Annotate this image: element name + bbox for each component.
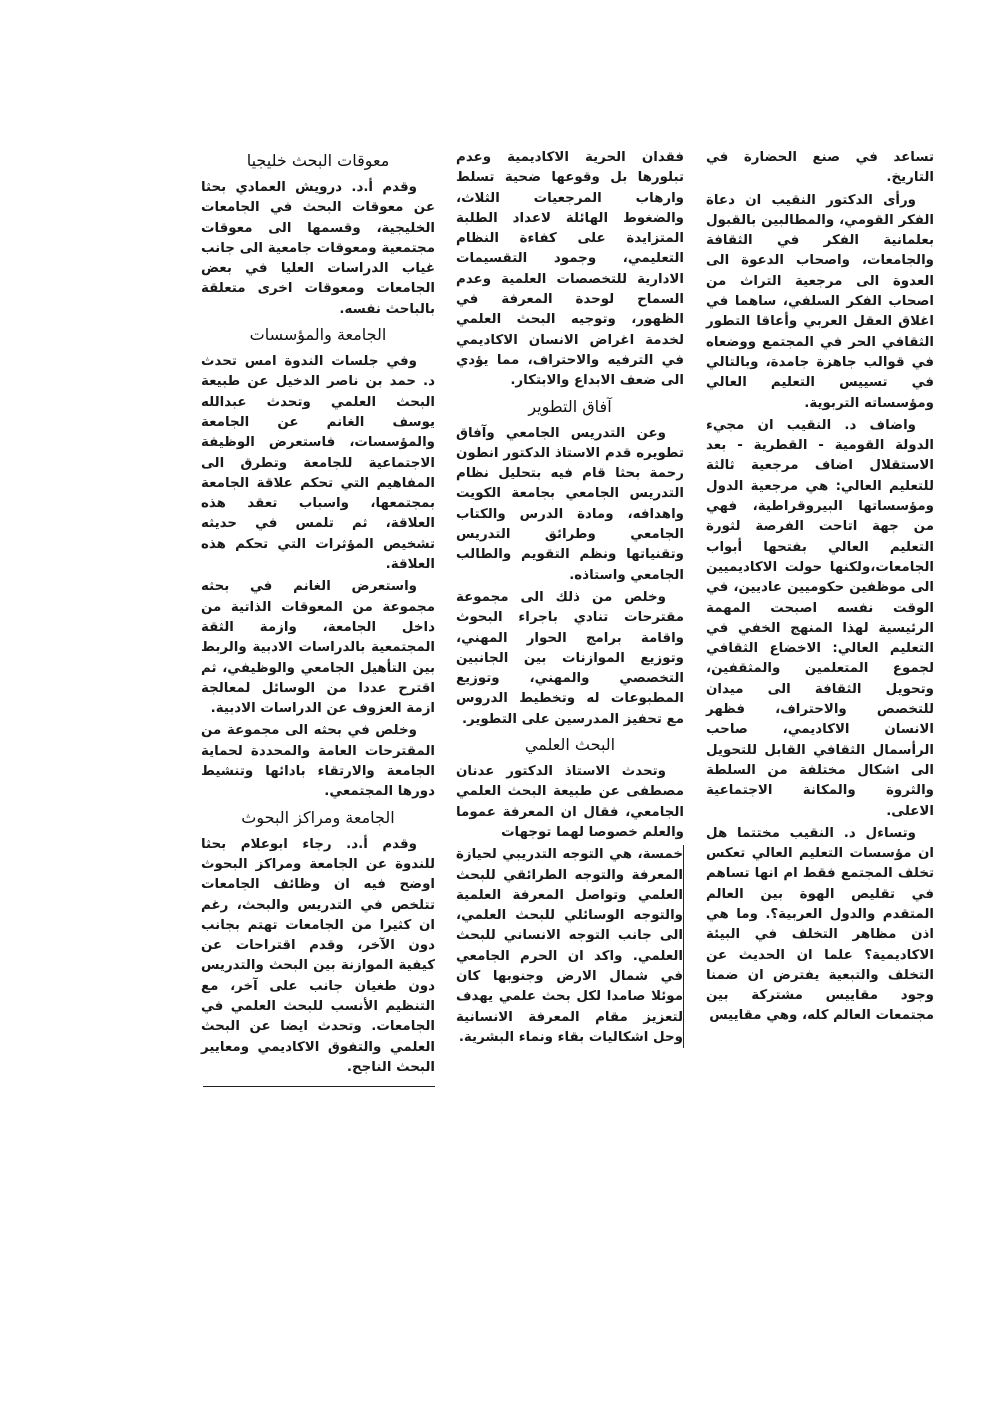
article-paragraph: وخلص في بحثه الى مجموعة من المقترحات العامة والمحددة لحماية الجامعة والارتقاء بادائها وتنشيط دورها المجتمعي. <box>201 723 435 800</box>
article-paragraph: وتساءل د. النقيب مختتما هل ان مؤسسات التعليم العالي تعكس تخلف المجتمع فقط ام انها تساهم في تقليص الهوة بين العالم المتقدم والدول العربية؟. وما هي اذن مظاهر التخلف في البيئة الاكاديمية؟ علما ان الحديث عن التخلف والتبعية يفترض ان ضمنا وجود مقاييس مشتركة بين مجتمعات العالم كله، وهي مقاييس <box>706 825 934 1024</box>
article-paragraph: خمسة، هي التوجه التدريبي لحيازة المعرفة والتوجه الطرائقي للبحث العلمي وتواصل المعرفة العلمية والتوجه الوسائلي للبحث العلمي، الى جانب التوجه الانساني للبحث العلمي. واكد ان الحرم الجامعي في شمال الارض وجنوبها كان موئلا صامدا لكل بحث علمي يهدف لتعزيز مقام المعرفة الانسانية وحل اشكاليات بقاء ونماء البشرية. <box>456 847 683 1045</box>
article-paragraph: ورأى الدكتور النقيب ان دعاة الفكر القومي، والمطالبين بالقبول بعلمانية الفكر في الثقافة والجامعات، واصحاب الدعوة الى العدوة الى مرجعية التراث من اصحاب الفكر السلفي، ساهما في اغلاق العقل العربي وأعاقا التطور الثقافي الحر في المجتمع ووضعاه في قوالب جاهزة جامدة، وبالتالي في تسييس التعليم العالي ومؤسساته التربوية. <box>706 192 934 411</box>
end-rule <box>203 1086 435 1087</box>
article-column-middle-left <box>201 148 435 1087</box>
continued-text-block <box>456 845 684 1048</box>
article-column-right <box>706 148 934 1029</box>
section-heading-research: البحث العلمي <box>524 735 616 755</box>
section-heading-obstacles: معوقات البحث خليجيا <box>246 151 390 170</box>
article-paragraph: وعن التدريس الجامعي وآفاق تطويره قدم الاستاذ الدكتور انطون رحمة بحثا قام فيه بتحليل نظام التدريس الجامعي بجامعة الكويت واهدافه، ومادة الدرس والكتاب الجامعي وطرائق التدريس وتقنياتها ونظم التقويم والطالب الجامعي واستاذه. <box>456 425 684 583</box>
section-heading-afaq: آفاق التطوير <box>528 396 612 416</box>
article-column-middle-right <box>456 148 684 1050</box>
article-paragraph: واستعرض الغانم في بحثه مجموعة من المعوقات الذاتية من داخل الجامعة، وازمة الثقة المجتمعية بالدراسات الادبية والربط بين التأهيل الجامعي والوظيفي، ثم اقترح عددا من الوسائل لمعالجة ازمة العزوف عن الدراسات الادبية. <box>201 579 435 717</box>
article-paragraph: وقدم أ.د. رجاء ابوعلام بحثا للندوة عن الجامعة ومراكز البحوث اوضح فيه ان وظائف الجامعات تتلخص في التدريس والبحث، رغم ان كثيرا من الجامعات تهتم بجانب دون الآخر، وقدم اقتراحات عن كيفية الموازنة بين البحث والتدريس دون طغيان جانب على آخر، مع التنظيم الأنسب للبحث العلمي في الجامعات. وتحدث ايضا عن البحث العلمي والتفوق الاكاديمي ومعايير البحث الناجح. <box>201 836 435 1075</box>
article-paragraph: فقدان الحرية الاكاديمية وعدم تبلورها بل وقوعها ضحية تسلط وارهاب المرجعيات الثلاث، والضغوط الهائلة لاعداد الطلبة المتزايدة على كفاءة النظام التعليمي، وجمود التقسيمات الادارية للتخصصات العلمية وعدم السماح لوحدة المعرفة في الظهور، وتوجيه البحث العلمي لخدمة اغراض الانسان الاكاديمي في الترفيه والاحتراف، مما يؤدي الى ضعف الابداع والابتكار. <box>456 150 684 389</box>
article-paragraph: وتحدث الاستاذ الدكتور عدنان مصطفى عن طبيعة البحث العلمي الجامعي، فقال ان المعرفة عموما والعلم خصوصا لهما توجهات <box>456 764 684 840</box>
article-paragraph: وقدم أ.د. درويش العمادي بحثا عن معوقات البحث في الجامعات الخليجية، وقسمها الى معوقات مجتمعية ومعوقات جامعية الى جانب غياب الدراسات العليا في بعض الجامعات ومعوقات اخرى متعلقة بالباحث نفسه. <box>201 180 435 317</box>
section-heading-university: الجامعة والمؤسسات <box>249 325 387 345</box>
article-paragraph: وفي جلسات الندوة امس تحدث د. حمد بن ناصر الدخيل عن طبيعة البحث العلمي وتحدث عبدالله يوسف الغانم عن الجامعة والمؤسسات، فاستعرض الوظيفة الاجتماعية للجامعة وتطرق الى المفاهيم التي تحكم علاقة الجامعة بمجتمعها، واسباب تعقد هذه العلاقة، ثم تلمس في حديثه تشخيص المؤثرات التي تحكم هذه العلاقة. <box>201 354 435 573</box>
article-paragraph: تساعد في صنع الحضارة في التاريخ. <box>706 150 934 186</box>
article-paragraph: واضاف د. النقيب ان مجيء الدولة القومية - القطرية - بعد الاستقلال اضاف مرجعية ثالثة للتعليم العالي: هي مرجعية الدول ومؤسساتها البيروقراطية، فهي من جهة اتاحت الفرصة لثورة التعليم العالي بفتحها أبواب الجامعات،ولكنها حولت الاكاديميين الى موظفين حكوميين عاديين، في الوقت نفسه اصبحت المهمة الرئيسية لهذا المنهج الخفي في التعليم العالي: الاخضاع الثقافي لجموع المتعلمين والمثقفين، وتحويل الثقافة الى ميدان للتخصص والاحتراف، فظهر الانسان الاكاديمي، صاحب الرأسمال الثقافي القابل للتحويل الى اشكال مختلفة من السلطة والثروة والمكانة الاجتماعية الاعلى. <box>706 417 934 819</box>
article-paragraph: وخلص من ذلك الى مجموعة مقترحات تنادي باجراء البحوث واقامة برامج الحوار المهني، وتوزيع الموازنات بين الجانبين التخصصي والمهني، وتوزيع المطبوعات له وتخطيط الدروس مع تحفيز المدرسين على التطوير. <box>456 589 684 727</box>
section-heading-centers: الجامعة ومراكز البحوث <box>241 807 395 827</box>
